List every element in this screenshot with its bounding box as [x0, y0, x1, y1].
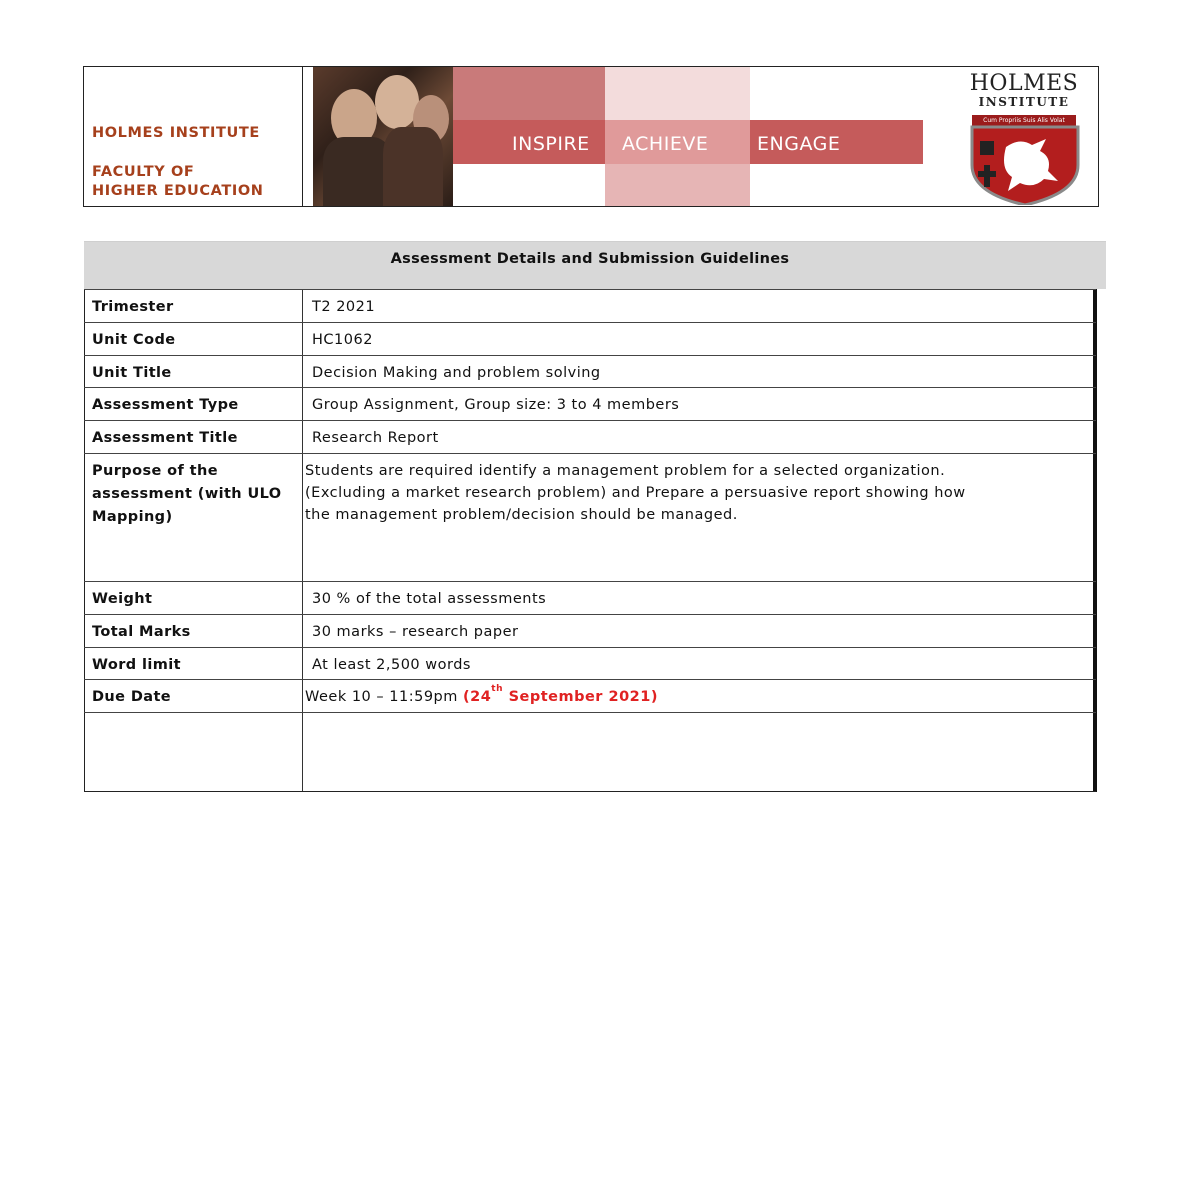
due-date-day: (24 — [462, 689, 492, 705]
table-title-row — [84, 241, 1106, 289]
label-purpose-line-2: assessment (with ULO — [92, 486, 282, 502]
due-date-week: Week 10 – 11:59pm — [305, 689, 458, 705]
slogan-banner — [313, 67, 1013, 206]
faculty-line-2: HIGHER EDUCATION — [92, 183, 264, 199]
value-unit-title: Decision Making and problem solving — [312, 365, 601, 381]
griffin-shield-icon — [970, 125, 1080, 205]
slogan-achieve: ACHIEVE — [622, 133, 709, 155]
logo-name: HOLMES — [969, 71, 1079, 96]
label-unit-code: Unit Code — [92, 332, 176, 348]
value-purpose-line-3: the management problem/decision should be managed. — [305, 507, 738, 523]
faculty-line-1: FACULTY OF — [92, 164, 195, 180]
value-weight: 30 % of the total assessments — [312, 591, 547, 607]
label-purpose-line-1: Purpose of the — [92, 463, 218, 479]
row-assessment-type — [84, 387, 1096, 420]
letterhead — [83, 66, 1099, 207]
label-purpose-line-3: Mapping) — [92, 509, 173, 525]
row-total-marks — [84, 614, 1096, 647]
label-unit-title: Unit Title — [92, 365, 172, 381]
row-due-date — [84, 679, 1096, 712]
label-due-date: Due Date — [92, 689, 172, 705]
row-word-limit — [84, 647, 1096, 679]
label-total-marks: Total Marks — [92, 624, 191, 640]
value-due-date — [305, 686, 658, 708]
label-purpose — [92, 460, 282, 529]
label-weight: Weight — [92, 591, 153, 607]
label-assessment-type: Assessment Type — [92, 397, 239, 413]
label-assessment-title: Assessment Title — [92, 430, 238, 446]
label-trimester: Trimester — [92, 299, 174, 315]
due-date-highlight — [462, 684, 658, 705]
value-purpose-line-2: (Excluding a market research problem) and Prepare a persuasive report showing how — [305, 485, 966, 501]
table-title: Assessment Details and Submission Guidelines — [390, 251, 790, 267]
row-unit-code — [84, 322, 1096, 355]
row-weight — [84, 581, 1096, 614]
value-assessment-title: Research Report — [312, 430, 439, 446]
due-date-ordinal: th — [491, 684, 504, 694]
value-unit-code: HC1062 — [312, 332, 373, 348]
row-purpose — [84, 453, 1096, 581]
students-photo — [313, 67, 453, 206]
value-purpose-line-1: Students are required identify a management problem for a selected organization. — [305, 463, 946, 479]
slogan-inspire: INSPIRE — [512, 133, 590, 155]
value-trimester: T2 2021 — [312, 299, 376, 315]
value-assessment-type: Group Assignment, Group size: 3 to 4 members — [312, 397, 680, 413]
row-empty — [84, 712, 1096, 792]
row-assessment-title — [84, 420, 1096, 453]
row-unit-title — [84, 355, 1096, 387]
due-date-month-year: September 2021) — [503, 689, 658, 705]
slogan-engage: ENGAGE — [757, 133, 841, 155]
row-trimester — [84, 289, 1096, 322]
institute-name: HOLMES INSTITUTE — [92, 125, 260, 141]
label-word-limit: Word limit — [92, 657, 181, 673]
value-total-marks: 30 marks – research paper — [312, 624, 519, 640]
institution-block — [84, 67, 303, 206]
logo-subtitle: INSTITUTE — [978, 95, 1070, 109]
value-word-limit: At least 2,500 words — [312, 657, 471, 673]
logo-motto: Cum Propriis Suis Alis Volat — [972, 115, 1076, 126]
holmes-logo — [964, 71, 1094, 205]
value-purpose — [305, 460, 966, 526]
